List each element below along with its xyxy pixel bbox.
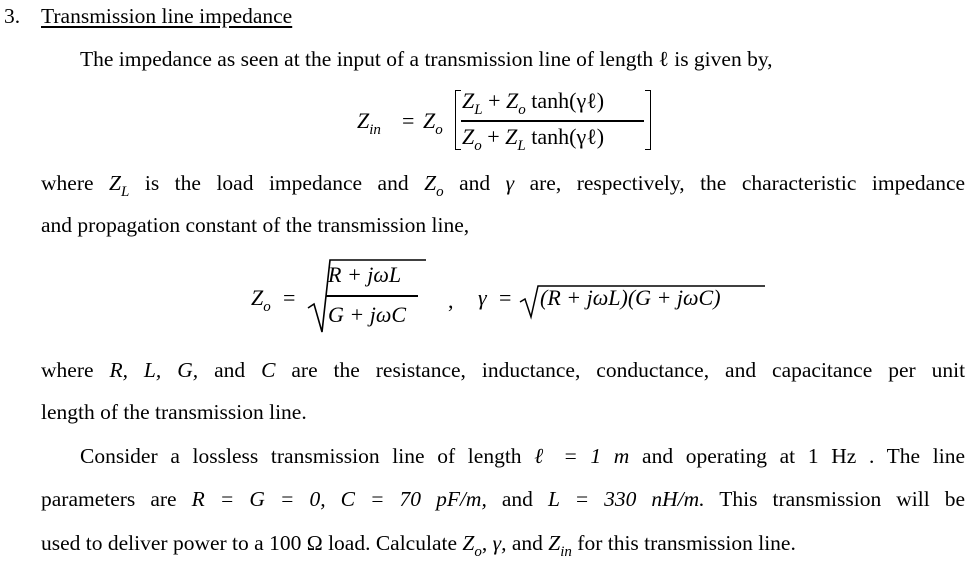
problem-number: 3. — [4, 4, 21, 28]
eq1-fraction-bar — [461, 120, 644, 122]
eq1-denominator: $Z_o + Z_L$ tanh(γℓ) — [462, 124, 605, 154]
eq2-equals: = — [283, 285, 296, 310]
eq2-lhs-sub: o — [263, 299, 271, 315]
eq2-comma: , — [448, 288, 454, 313]
eq2-numerator: R + jωL — [328, 262, 402, 287]
eq2-fraction-bar — [326, 295, 418, 297]
problem-title: Transmission line impedance — [41, 4, 293, 28]
eq2-gamma-rhs: (R + jωL)(G + jωC) — [540, 285, 721, 310]
eq1-lhs: Z — [357, 108, 370, 133]
para2-line2: and propagation constant of the transmission line, — [41, 213, 470, 237]
eq2-lhs: Z — [251, 285, 264, 310]
eq1-equals: = — [402, 108, 415, 133]
eq2-gamma: γ — [478, 285, 487, 310]
eq2-denominator: G + jωC — [328, 302, 407, 327]
para3-line2: length of the transmission line. — [41, 400, 307, 424]
eq1-coef-sub: o — [435, 122, 443, 138]
para3-line1: where R, L, G, and C are the resistance, inductance, conductance, and capacitance per unit — [41, 358, 966, 382]
intro-text: The impedance as seen at the input of a transmission line of length ℓ is given by, — [80, 47, 773, 71]
eq1-right-bracket — [645, 90, 651, 150]
eq1-lhs-sub: in — [369, 122, 381, 138]
para4-line3: used to deliver power to a 100 Ω load. Calculate $Z_o$, γ, and $Z_{in}$ for this transmission line. — [41, 531, 796, 560]
eq2-gamma-equals: = — [499, 285, 512, 310]
eq1-coef: Z — [423, 108, 436, 133]
eq1-numerator: $Z_L + Z_o$ tanh(γℓ) — [462, 88, 605, 118]
para4-line1: Consider a lossless transmission line of length ℓ = 1 m and operating at 1 Hz . The line — [80, 444, 966, 468]
para4-line2: parameters are R = G = 0, C = 70 pF/m, and L = 330 nH/m. This transmission will be — [41, 487, 966, 511]
para2-line1: where $Z_L$ is the load impedance and $Z_o$ and γ are, respectively, the characteristic impedance — [41, 171, 966, 200]
